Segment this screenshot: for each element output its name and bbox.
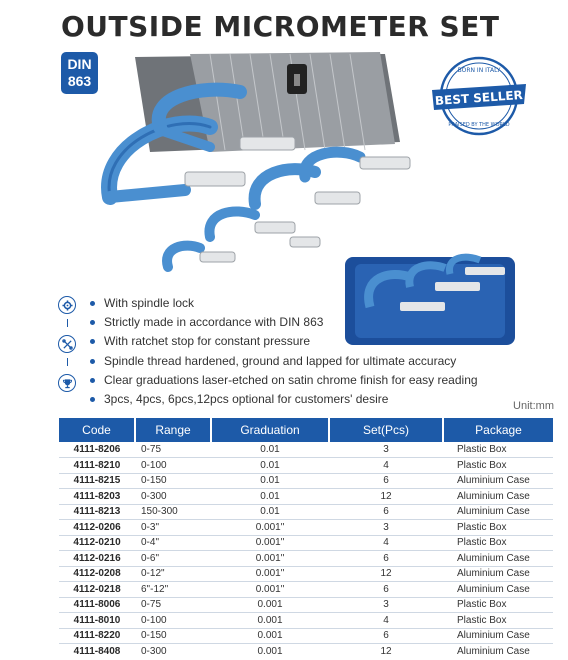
table-row [59,504,553,520]
table-row [59,535,553,551]
cell-graduation: 0.01 [211,473,329,489]
cell-package: Aluminium Case [443,566,553,582]
trophy-icon [58,374,76,392]
icon-divider [67,319,68,327]
gear-icon [58,296,76,314]
header-set: Set(Pcs) [329,418,443,442]
cell-code: 4112-0208 [59,566,135,582]
cell-code: 4111-8006 [59,597,135,613]
cell-graduation: 0.001" [211,520,329,536]
cell-code: 4111-8210 [59,458,135,474]
table-row [59,520,553,536]
feature-item: 3pcs, 4pcs, 6pcs,12pcs optional for customers' desire [88,390,478,409]
seal-top-text: BORN IN ITALY [457,67,501,74]
feature-item: Spindle thread hardened, ground and lapped for ultimate accuracy [88,352,478,371]
cell-graduation: 0.001 [211,597,329,613]
cell-code: 4112-0210 [59,535,135,551]
cell-range: 0-100 [135,613,211,629]
cell-set: 6 [329,473,443,489]
icon-divider [67,358,68,366]
cell-code: 4112-0218 [59,582,135,598]
cell-range: 0-12" [135,566,211,582]
cell-code: 4111-8010 [59,613,135,629]
cell-set: 6 [329,582,443,598]
feature-item: Strictly made in accordance with DIN 863 [88,313,478,332]
cell-set: 4 [329,458,443,474]
cell-set: 3 [329,597,443,613]
cell-graduation: 0.01 [211,489,329,505]
micrometer-spindles [185,137,410,262]
table-row [59,628,553,644]
cell-set: 6 [329,628,443,644]
cell-range: 0-6" [135,551,211,567]
cell-graduation: 0.001 [211,613,329,629]
table-row [59,597,553,613]
cell-package: Aluminium Case [443,489,553,505]
best-seller-seal [430,54,528,138]
cell-package: Plastic Box [443,613,553,629]
cell-range: 0-150 [135,628,211,644]
seal-bottom-text: PRAISED BY THE WORLD [448,122,510,128]
tools-icon [58,335,76,353]
feature-list [88,294,478,409]
cell-range: 0-3" [135,520,211,536]
cell-graduation: 0.001" [211,566,329,582]
feature-item: With spindle lock [88,294,478,313]
cell-code: 4112-0216 [59,551,135,567]
cell-range: 150-300 [135,504,211,520]
cell-graduation: 0.001" [211,582,329,598]
cell-package: Aluminium Case [443,628,553,644]
cell-graduation: 0.001 [257,646,283,657]
header-package: Package [443,418,553,442]
cell-range: 6"-12" [135,582,211,598]
table-row [59,551,553,567]
seal-main-text: BEST SELLER [434,87,524,109]
page-title: OUTSIDE MICROMETER SET [61,10,500,43]
cell-set: 4 [329,613,443,629]
cell-set: 4 [329,535,443,551]
table-row [59,458,553,474]
cell-set: 3 [329,520,443,536]
cell-graduation: 0.001" [211,551,329,567]
cell-package: Plastic Box [443,597,553,613]
cell-code: 4111-8408 [73,646,121,657]
cell-code: 4112-0206 [59,520,135,536]
cell-graduation: 0.01 [211,458,329,474]
cell-graduation: 0.01 [211,442,329,458]
header-range: Range [135,418,211,442]
din-badge-line2: 863 [67,73,92,89]
cell-graduation: 0.001 [211,628,329,644]
cell-package: Plastic Box [443,520,553,536]
cell-package: Aluminium Case [457,646,530,657]
cell-set: 12 [380,646,392,657]
table-row [59,442,553,458]
cell-package: Plastic Box [443,442,553,458]
spec-table [59,418,553,659]
cell-range: 0-300 [135,489,211,505]
cell-package: Plastic Box [443,458,553,474]
table-row [59,644,553,660]
cell-range: 0-75 [135,597,211,613]
table-row [59,473,553,489]
cell-code: 4111-8215 [59,473,135,489]
cell-range: 0-150 [135,473,211,489]
cell-range: 0-4" [135,535,211,551]
cell-code: 4111-8213 [59,504,135,520]
cell-package: Aluminium Case [443,504,553,520]
feature-item: Clear graduations laser-etched on satin chrome finish for easy reading [88,371,478,390]
header-graduation: Graduation [211,418,329,442]
feature-list-section [58,294,538,414]
unit-label: Unit:mm [513,400,554,412]
cell-graduation: 0.001" [211,535,329,551]
cell-code: 4111-8206 [59,442,135,458]
table-row [59,613,553,629]
cell-package: Aluminium Case [443,473,553,489]
cell-set: 6 [329,551,443,567]
cell-set: 12 [329,566,443,582]
cell-code: 4111-8220 [59,628,135,644]
cell-package: Plastic Box [443,535,553,551]
feature-item: With ratchet stop for constant pressure [88,332,478,351]
table-row [59,582,553,598]
cell-package: Aluminium Case [443,551,553,567]
cell-package: Aluminium Case [443,582,553,598]
cell-range: 0-100 [135,458,211,474]
table-row [59,489,553,505]
header-code: Code [59,418,135,442]
cell-set: 12 [329,489,443,505]
cell-range: 0-75 [135,442,211,458]
cell-code: 4111-8203 [59,489,135,505]
table-header-row [59,418,553,442]
din-badge-line1: DIN [67,56,92,72]
cell-set: 6 [329,504,443,520]
cell-range: 0-300 [141,646,167,657]
table-row [59,566,553,582]
cell-graduation: 0.01 [211,504,329,520]
cell-set: 3 [329,442,443,458]
